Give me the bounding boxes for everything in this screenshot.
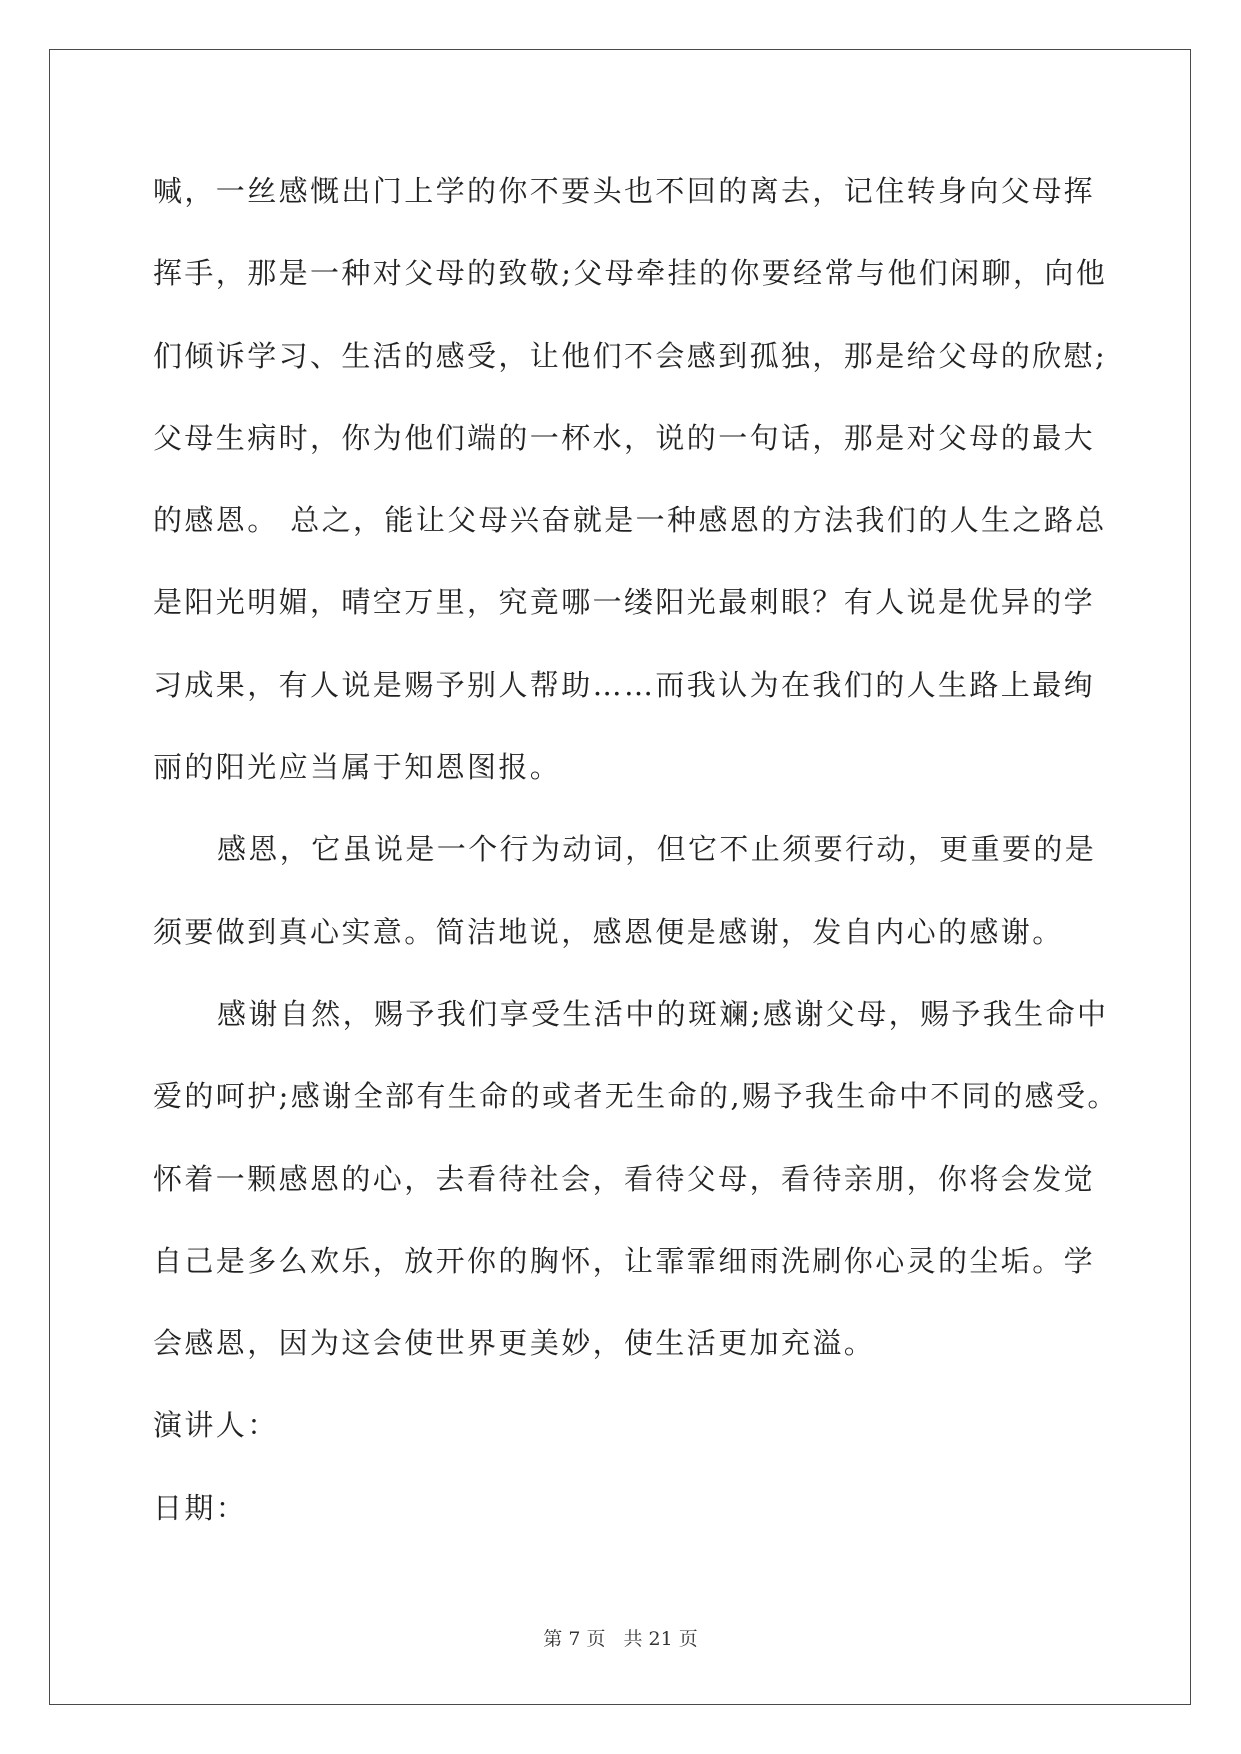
paragraph-line: 会感恩，因为这会使世界更美妙，使生活更加充溢。 [153, 1326, 876, 1361]
date-label: 日期： [153, 1490, 248, 1525]
speaker-label: 演讲人： [153, 1408, 279, 1443]
paragraph-line: 怀着一颗感恩的心，去看待社会，看待父母，看待亲朋，你将会发觉 [153, 1161, 1096, 1196]
paragraph-line: 须要做到真心实意。简洁地说，感恩便是感谢，发自内心的感谢。 [153, 914, 1064, 949]
paragraph-line: 自己是多么欢乐，放开你的胸怀，让霏霏细雨洗刷你心灵的尘垢。学 [153, 1243, 1096, 1278]
paragraph-line: 感谢自然，赐予我们享受生活中的斑斓;感谢父母，赐予我生命中 [217, 996, 1109, 1031]
document-body [153, 163, 1119, 1562]
paragraph-line: 习成果，有人说是赐予别人帮助……而我认为在我们的人生路上最绚 [153, 667, 1096, 702]
paragraph-line: 是阳光明媚，晴空万里，究竟哪一缕阳光最刺眼？有人说是优异的学 [153, 585, 1096, 620]
paragraph-line: 丽的阳光应当属于知恩图报。 [153, 750, 562, 785]
paragraph-line: 的感恩。 总之，能让父母兴奋就是一种感恩的方法我们的人生之路总 [153, 503, 1107, 538]
paragraph-line: 感恩，它虽说是一个行为动词，但它不止须要行动，更重要的是 [217, 832, 1097, 867]
page-footer [0, 1624, 1241, 1651]
page-total: 共 21 页 [623, 1628, 698, 1650]
paragraph-line: 爱的呵护;感谢全部有生命的或者无生命的,赐予我生命中不同的感受。 [153, 1079, 1119, 1114]
paragraph-line: 们倾诉学习、生活的感受，让他们不会感到孤独，那是给父母的欣慰; [153, 338, 1108, 373]
paragraph-line: 挥手，那是一种对父母的致敬;父母牵挂的你要经常与他们闲聊，向他 [153, 256, 1108, 291]
paragraph-line: 喊，一丝感慨出门上学的你不要头也不回的离去，记住转身向父母挥 [153, 174, 1096, 208]
paragraph-line: 父母生病时，你为他们端的一杯水，说的一句话，那是对父母的最大 [153, 420, 1096, 455]
page-number: 第 7 页 [543, 1628, 606, 1650]
